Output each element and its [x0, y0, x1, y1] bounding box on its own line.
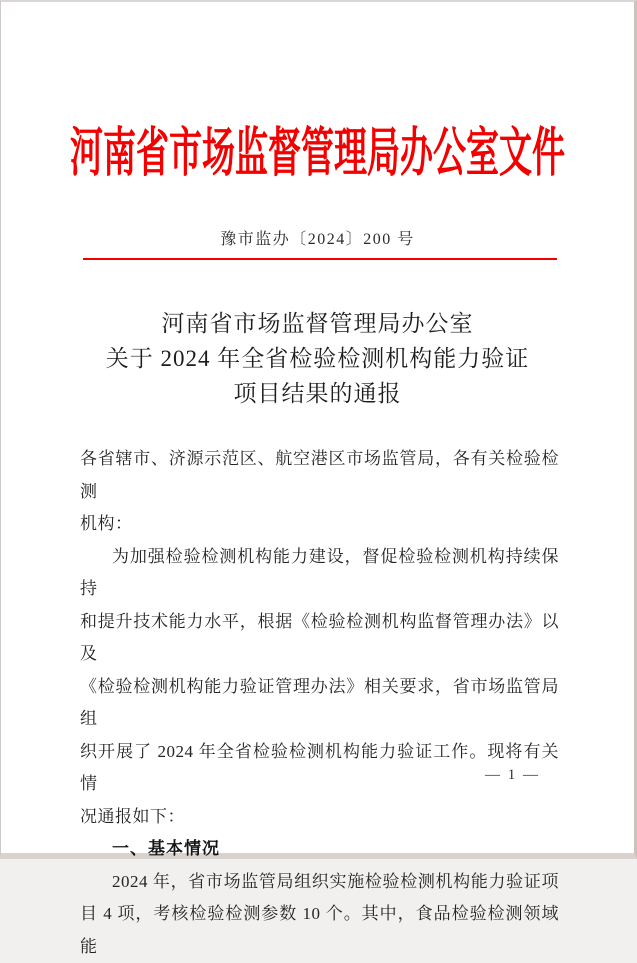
document-body — [80, 443, 559, 963]
body-line: 2024 年，省市场监管局组织实施检验检测机构能力验证项 — [112, 871, 559, 891]
org-title: 河南省市场监督管理局办公室文件 — [70, 125, 565, 184]
red-letterhead — [1, 125, 634, 184]
title-line: 关于 2024 年全省检验检测机构能力验证 — [105, 346, 530, 371]
body-line: 织开展了 2024 年全省检验检测机构能力验证工作。现将有关情 — [80, 741, 559, 793]
body-line: 《检验检测机构能力验证管理办法》相关要求，省市场监管局组 — [80, 676, 559, 728]
body-line: 为加强检验检测机构能力建设，督促检验检测机构持续保持 — [80, 546, 559, 598]
section-heading: 一、基本情况 — [112, 839, 220, 858]
title-line: 河南省市场监督管理局办公室 — [161, 311, 474, 336]
body-line: 机构： — [80, 514, 133, 533]
red-divider-line — [83, 258, 557, 260]
body-line: 目 4 项，考核检验检测参数 10 个。其中，食品检验检测领域能 — [80, 904, 559, 956]
document-number: 豫市监办〔2024〕200 号 — [220, 231, 415, 248]
body-line: 各省辖市、济源示范区、航空港区市场监管局，各有关检验检测 — [80, 449, 559, 501]
body-line: 况通报如下： — [80, 806, 185, 826]
page-number: — 1 — — [485, 767, 540, 783]
title-line: 项目结果的通报 — [233, 381, 402, 406]
document-title — [1, 306, 634, 411]
body-line: 和提升技术能力水平，根据《检验检测机构监督管理办法》以及 — [80, 611, 559, 663]
